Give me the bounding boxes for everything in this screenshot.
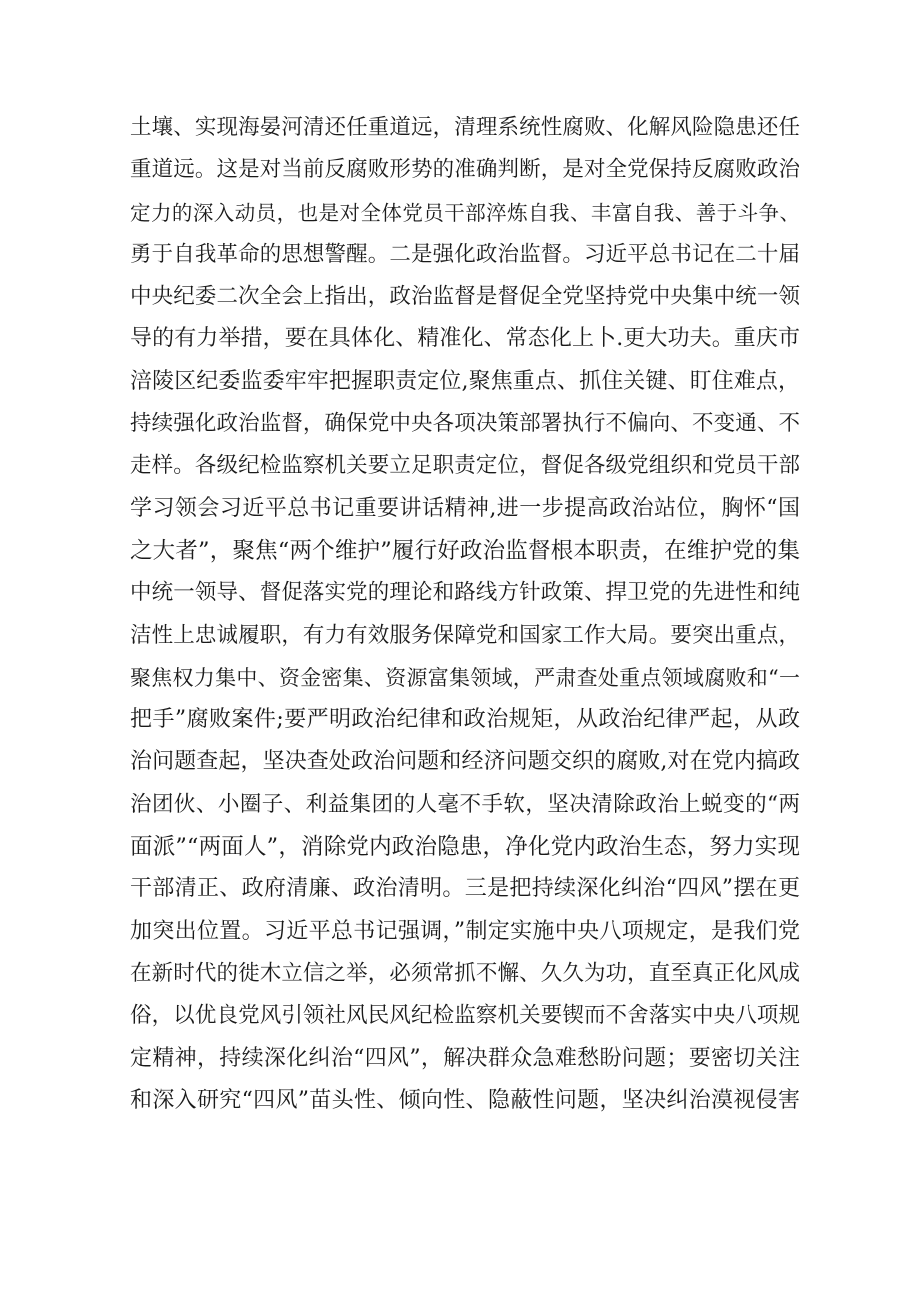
text-line: 俗，以优良党风引领社风民风纪检监察机关要锲而不舍落实中央八项规 [130, 1003, 800, 1029]
text-line: 走样。各级纪检监察机关要立足职责定位，督促各级党组织和党员干部 [130, 453, 800, 479]
text-line: 洁性上忠诚履职，有力有效服务保障党和国家工作大局。要突出重点， [130, 622, 800, 648]
text-line: 面派”“两面人”，消除党内政治隐患，净化党内政治生态，努力实现 [130, 834, 800, 861]
text-line: 把手”腐败案件;要严明政治纪律和政治规矩，从政治纪律严起，从政 [130, 707, 800, 733]
text-line: 加突出位置。习近平总书记强调，”制定实施中央八项规定，是我们党 [130, 918, 800, 944]
text-line: 重道远。这是对当前反腐败形势的准确判断，是对全党保持反腐败政治 [130, 157, 800, 183]
text-line: 持续强化政治监督，确保党中央各项决策部署执行不偏向、不变通、不 [130, 411, 800, 437]
text-line: 土壤、实现海晏河清还任重道远，清理系统性腐败、化解风险隐患还任 [130, 115, 800, 140]
text-line: 导的有力举措，要在具体化、精准化、常态化上卜.更大功夫。重庆市 [130, 326, 800, 352]
text-line: 聚焦权力集中、资金密集、资源富集领域，严肃查处重点领域腐败和“一 [130, 665, 800, 690]
text-line: 治问题查起，坚决查处政治问题和经济问题交织的腐败,对在党内搞政 [130, 749, 800, 775]
text-line: 在新时代的徙木立信之举，必须常抓不懈、久久为功，直至真正化风成 [130, 960, 800, 986]
text-line: 之大者”，聚焦“两个维护”履行好政治监督根本职责，在维护党的集 [130, 537, 800, 564]
text-line: 中央纪委二次全会上指出，政治监督是督促全党坚持党中央集中统一领 [130, 284, 800, 310]
text-line: 治团伙、小圈子、利益集团的人毫不手软，坚决清除政治上蜕变的“两 [130, 791, 800, 817]
text-line: 涪陵区纪委监委牢牢把握职责定位,聚焦重点、抓住关键、盯住难点， [130, 368, 800, 394]
text-line: 和深入研究“四风”苗头性、倾向性、隐蔽性问题，坚决纠治漠视侵害 [130, 1087, 800, 1113]
text-line: 定精神，持续深化纠治“四风”，解决群众急难愁盼问题；要密切关注 [130, 1045, 800, 1071]
text-line: 干部清正、政府清廉、政治清明。三是把持续深化纠治“四风”摆在更 [130, 876, 800, 902]
text-line: 勇于自我革命的思想警醒。二是强化政治监督。习近平总书记在二十届 [130, 241, 800, 267]
text-line: 定力的深入动员，也是对全体党员干部淬炼自我、丰富自我、善于斗争、 [130, 200, 800, 225]
body-text [130, 107, 800, 1122]
text-line: 学习领会习近平总书记重要讲话精神,进一步提高政治站位，胸怀“国 [130, 495, 800, 521]
text-line: 中统一领导、督促落实党的理论和路线方针政策、捍卫党的先进性和纯 [130, 580, 800, 606]
